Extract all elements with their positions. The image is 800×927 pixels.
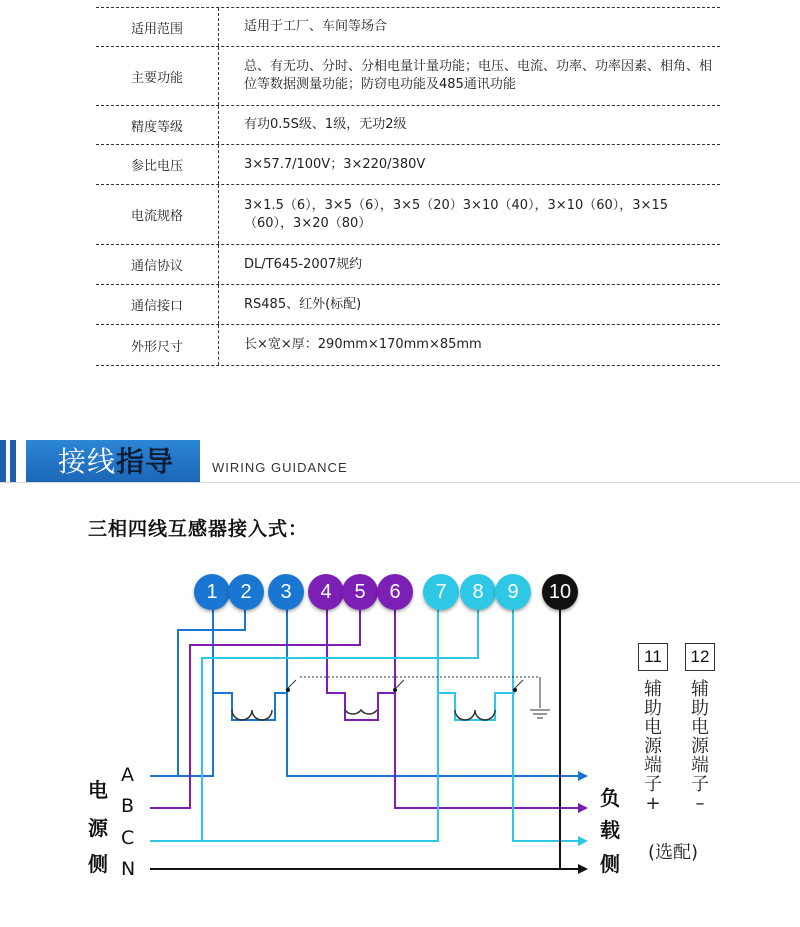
aux-text-char: 辅 (691, 679, 709, 700)
row-value: 3×57.7/100V；3×220/380V (244, 156, 426, 172)
phase-label-b: B (121, 795, 135, 817)
aux-terminal-11: 11 (638, 643, 668, 671)
aux-text-char: 子 (644, 774, 662, 795)
column-divider (218, 8, 219, 46)
phase-label-a: A (121, 764, 134, 786)
aux-text-char: 源 (644, 736, 662, 757)
terminal-8 (460, 574, 496, 610)
load-side-char: 载 (600, 818, 620, 842)
aux-terminal-12: 12 (685, 643, 715, 671)
row-label: 主要功能 (130, 70, 183, 86)
terminal-number: 3 (280, 580, 292, 603)
switch-points (286, 688, 517, 692)
aux-text-char: 端 (691, 755, 709, 776)
wiring-subtitle: 三相四线互感器接入式： (88, 518, 309, 540)
table-row (96, 47, 720, 106)
phase-label-n: N (121, 858, 136, 880)
table-row (96, 145, 720, 185)
terminal-3 (268, 574, 304, 610)
aux-terminal-11-text (641, 680, 665, 813)
section-title (58, 444, 174, 480)
source-side-char: 侧 (88, 852, 108, 876)
table-row (96, 106, 720, 145)
aux-text-char: 端 (644, 755, 662, 776)
terminal-number: 8 (472, 580, 484, 603)
aux-text-char: 助 (691, 698, 709, 719)
column-divider (218, 185, 219, 244)
terminal-1 (194, 574, 230, 610)
row-value: 适用于工厂、车间等场合 (244, 19, 388, 34)
section-title-english: WIRING GUIDANCE (212, 460, 348, 475)
row-value: 总、有无功、分时、分相电量计量功能；电压、电流、功率、功率因素、相角、相位等数据测量功能；防窃电功能及485通讯功能 (244, 59, 713, 92)
row-label: 电流规格 (130, 209, 183, 224)
terminal-number: 7 (435, 580, 447, 603)
aux-text-char: – (695, 793, 705, 814)
voltage-link (286, 677, 550, 718)
terminal-number: 6 (389, 580, 401, 603)
column-divider (218, 285, 219, 324)
row-value: 3×1.5（6），3×5（6），3×5（20）3×10（40），3×10（60），3×15（60），3×20（80） (244, 197, 668, 231)
table-row (96, 8, 720, 47)
terminal-number: 1 (206, 580, 218, 603)
terminal-10 (542, 574, 578, 610)
aux-text-char: + (645, 793, 661, 814)
section-title-part2: 指导 (116, 445, 175, 478)
row-label: 通信协议 (130, 259, 183, 274)
aux-text-char: 辅 (644, 679, 662, 700)
row-label: 外形尺寸 (130, 339, 183, 355)
wiring-diagram (0, 560, 800, 927)
column-divider (218, 106, 219, 144)
column-divider (218, 325, 219, 365)
table-row (96, 185, 720, 245)
row-label: 通信接口 (130, 299, 183, 314)
section-underline (0, 482, 800, 483)
load-side-char: 负 (600, 786, 620, 810)
phase-label-c: C (121, 827, 135, 849)
row-value: 有功0.5S级、1级，无功2级 (244, 117, 407, 132)
column-divider (218, 145, 219, 184)
phase-b-wiring (150, 608, 586, 808)
source-side-char: 源 (88, 816, 108, 840)
aux-text-char: 电 (644, 717, 662, 738)
row-label: 适用范围 (130, 21, 183, 37)
source-side-char: 电 (88, 778, 108, 802)
terminal-number: 4 (320, 580, 332, 603)
row-value: DL/T645-2007规约 (244, 256, 363, 272)
terminal-4 (308, 574, 344, 610)
table-row (96, 325, 720, 366)
terminal-5 (342, 574, 378, 610)
terminal-number: 2 (240, 580, 252, 603)
aux-text-char: 子 (691, 774, 709, 795)
row-label: 参比电压 (130, 159, 183, 174)
table-row (96, 245, 720, 285)
terminal-9 (495, 574, 531, 610)
terminal-number: 5 (354, 580, 366, 603)
aux-text-char: 源 (691, 736, 709, 757)
section-accent-bar (0, 440, 6, 482)
table-row (96, 285, 720, 325)
terminal-number: 10 (548, 580, 572, 603)
terminal-6 (377, 574, 413, 610)
aux-text-char: 助 (644, 698, 662, 719)
load-side-char: 侧 (600, 852, 620, 876)
aux-terminal-12-text (688, 680, 712, 813)
aux-text-char: 电 (691, 717, 709, 738)
phase-a-wiring (150, 608, 586, 776)
column-divider (218, 245, 219, 284)
row-label: 精度等级 (130, 119, 183, 135)
terminal-2 (228, 574, 264, 610)
terminal-number: 9 (507, 580, 519, 603)
row-value: RS485、红外(标配) (244, 296, 362, 312)
section-accent-bar (10, 440, 16, 482)
wiring-lines (0, 560, 800, 927)
optional-note: (选配) (648, 842, 699, 863)
section-title-part1: 接线 (58, 445, 117, 478)
terminal-7 (423, 574, 459, 610)
phase-c-wiring (150, 608, 586, 841)
neutral-wiring (150, 608, 586, 869)
column-divider (218, 47, 219, 105)
row-value: 长×宽×厚：290mm×170mm×85mm (244, 337, 482, 352)
